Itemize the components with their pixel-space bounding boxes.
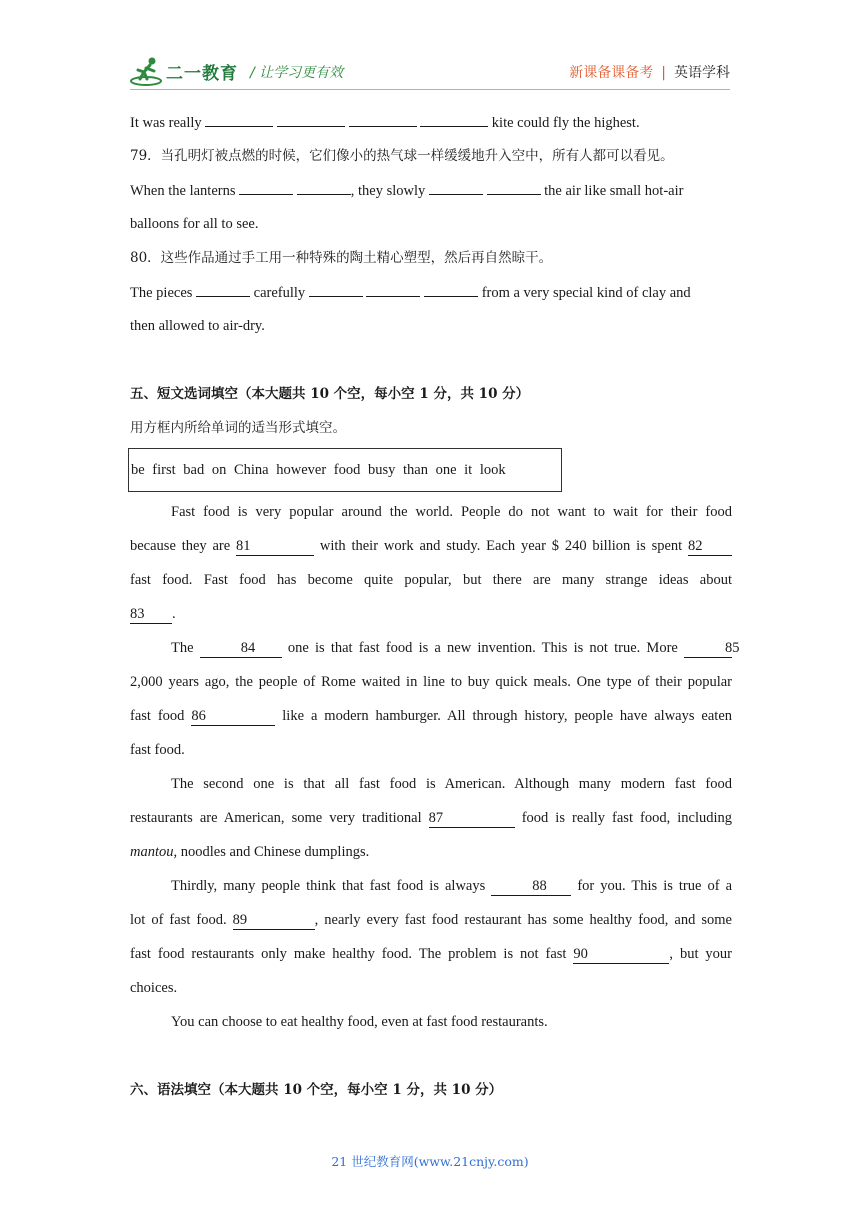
answer-blank: [424, 278, 478, 297]
header-separator: |: [661, 65, 666, 81]
q78-line: [130, 108, 732, 142]
section-5-title: 五、短文选词填空（本大题共 10 个空，每小空 1 分，共 10 分）: [130, 386, 530, 402]
passage-line: You can choose to eat healthy food, even at fast food restaurants.: [171, 1014, 548, 1030]
document-body: [130, 108, 740, 1110]
text: fast food restaurants only make healthy food. The problem is not fast: [130, 946, 567, 962]
text: food is really fast food, including: [521, 810, 733, 826]
blank-84: 84: [200, 639, 282, 658]
text: lot of fast food.: [130, 912, 227, 928]
text: for you. This is true of a: [577, 878, 733, 894]
word-box: be first bad on China however food busy than one it look: [128, 448, 562, 492]
text: , but your: [669, 946, 733, 962]
passage-line: fast food. Fast food has become quite popular, but there are many strange ideas about: [130, 572, 732, 588]
answer-blank: [196, 278, 250, 297]
text: .: [172, 606, 176, 622]
header-right: [569, 62, 730, 82]
text: The: [171, 640, 194, 656]
italic-word: mantou: [130, 844, 174, 860]
logo-text: 二一教育: [166, 63, 238, 84]
blank-85: 85: [684, 639, 732, 658]
text: fast food: [130, 708, 185, 724]
answer-blank: [349, 108, 417, 127]
q79-chinese: 79．当孔明灯被点燃的时候，它们像小的热气球一样缓缓地升入空中，所有人都可以看见。: [130, 148, 674, 164]
text: like a modern hamburger. All through history, people have always eaten: [282, 708, 732, 724]
answer-blank: [205, 108, 273, 127]
section-5-instruction: 用方框内所给单词的适当形式填空。: [130, 420, 346, 436]
text: carefully: [253, 285, 306, 301]
passage-line: [130, 600, 732, 634]
passage-line: [130, 872, 732, 906]
slogan: / 让学习更有效: [250, 65, 344, 81]
passage-line: [130, 906, 732, 940]
answer-blank: [239, 176, 293, 195]
blank-86: 86: [191, 707, 275, 726]
passage-line: [130, 634, 740, 668]
text: Thirdly, many people think that fast food is always: [171, 878, 486, 894]
q79-line: [130, 176, 732, 210]
text: The pieces: [130, 285, 193, 301]
text: the air like small hot-air: [544, 183, 684, 199]
q80-line-2: then allowed to air-dry.: [130, 318, 265, 334]
blank-83: 83: [130, 605, 172, 624]
text: , nearly every fast food restaurant has some healthy food, and some: [314, 912, 732, 928]
text: , noodles and Chinese dumplings.: [173, 844, 370, 860]
text: It was really: [130, 115, 202, 131]
blank-89: 89: [233, 911, 315, 930]
text: because they are: [130, 538, 231, 554]
passage-line: The second one is that all fast food is American. Although many modern fast food: [171, 776, 732, 792]
header-subject: 英语学科: [674, 65, 730, 81]
blank-88: 88: [491, 877, 571, 896]
q79-line-2: balloons for all to see.: [130, 216, 259, 232]
answer-blank: [366, 278, 420, 297]
passage-line: fast food.: [130, 742, 185, 758]
q80-chinese: 80．这些作品通过手工用一种特殊的陶土精心塑型，然后再自然晾干。: [130, 250, 553, 266]
answer-blank: [277, 108, 345, 127]
text: kite could fly the highest.: [491, 115, 640, 131]
header-divider: [130, 89, 730, 90]
passage-line: [130, 838, 732, 872]
text: restaurants are American, some very traditional: [130, 810, 422, 826]
passage-line: choices.: [130, 980, 178, 996]
answer-blank: [309, 278, 363, 297]
blank-87: 87: [429, 809, 515, 828]
answer-blank: [420, 108, 488, 127]
text: , they slowly: [350, 183, 426, 199]
footer-source: 21 世纪教育网(www.21cnjy.com): [331, 1154, 529, 1169]
page-header: [130, 55, 730, 91]
blank-82: 82: [688, 537, 732, 556]
passage-line: Fast food is very popular around the world. People do not want to wait for their food: [171, 504, 732, 520]
header-course-label: 新课备课备考: [569, 65, 654, 81]
passage-line: [130, 702, 732, 736]
passage-line: 2,000 years ago, the people of Rome waited in line to buy quick meals. One type of their popular: [130, 674, 732, 690]
answer-blank: [297, 176, 351, 195]
runner-logo-icon: [130, 55, 164, 87]
passage-line: [130, 940, 732, 974]
answer-blank: [487, 176, 541, 195]
text: one is that fast food is a new invention. This is not true. More: [287, 640, 678, 656]
text: When the lanterns: [130, 183, 236, 199]
q80-line: [130, 278, 732, 312]
passage-line: [130, 804, 732, 838]
text: with their work and study. Each year $ 240 billion is spent: [319, 538, 683, 554]
answer-blank: [429, 176, 483, 195]
passage-line: [130, 532, 732, 566]
blank-90: 90: [573, 945, 669, 964]
section-6-title: 六、语法填空（本大题共 10 个空，每小空 1 分，共 10 分）: [130, 1082, 503, 1098]
text: from a very special kind of clay and: [481, 285, 691, 301]
logo: [130, 55, 238, 87]
blank-81: 81: [236, 537, 314, 556]
